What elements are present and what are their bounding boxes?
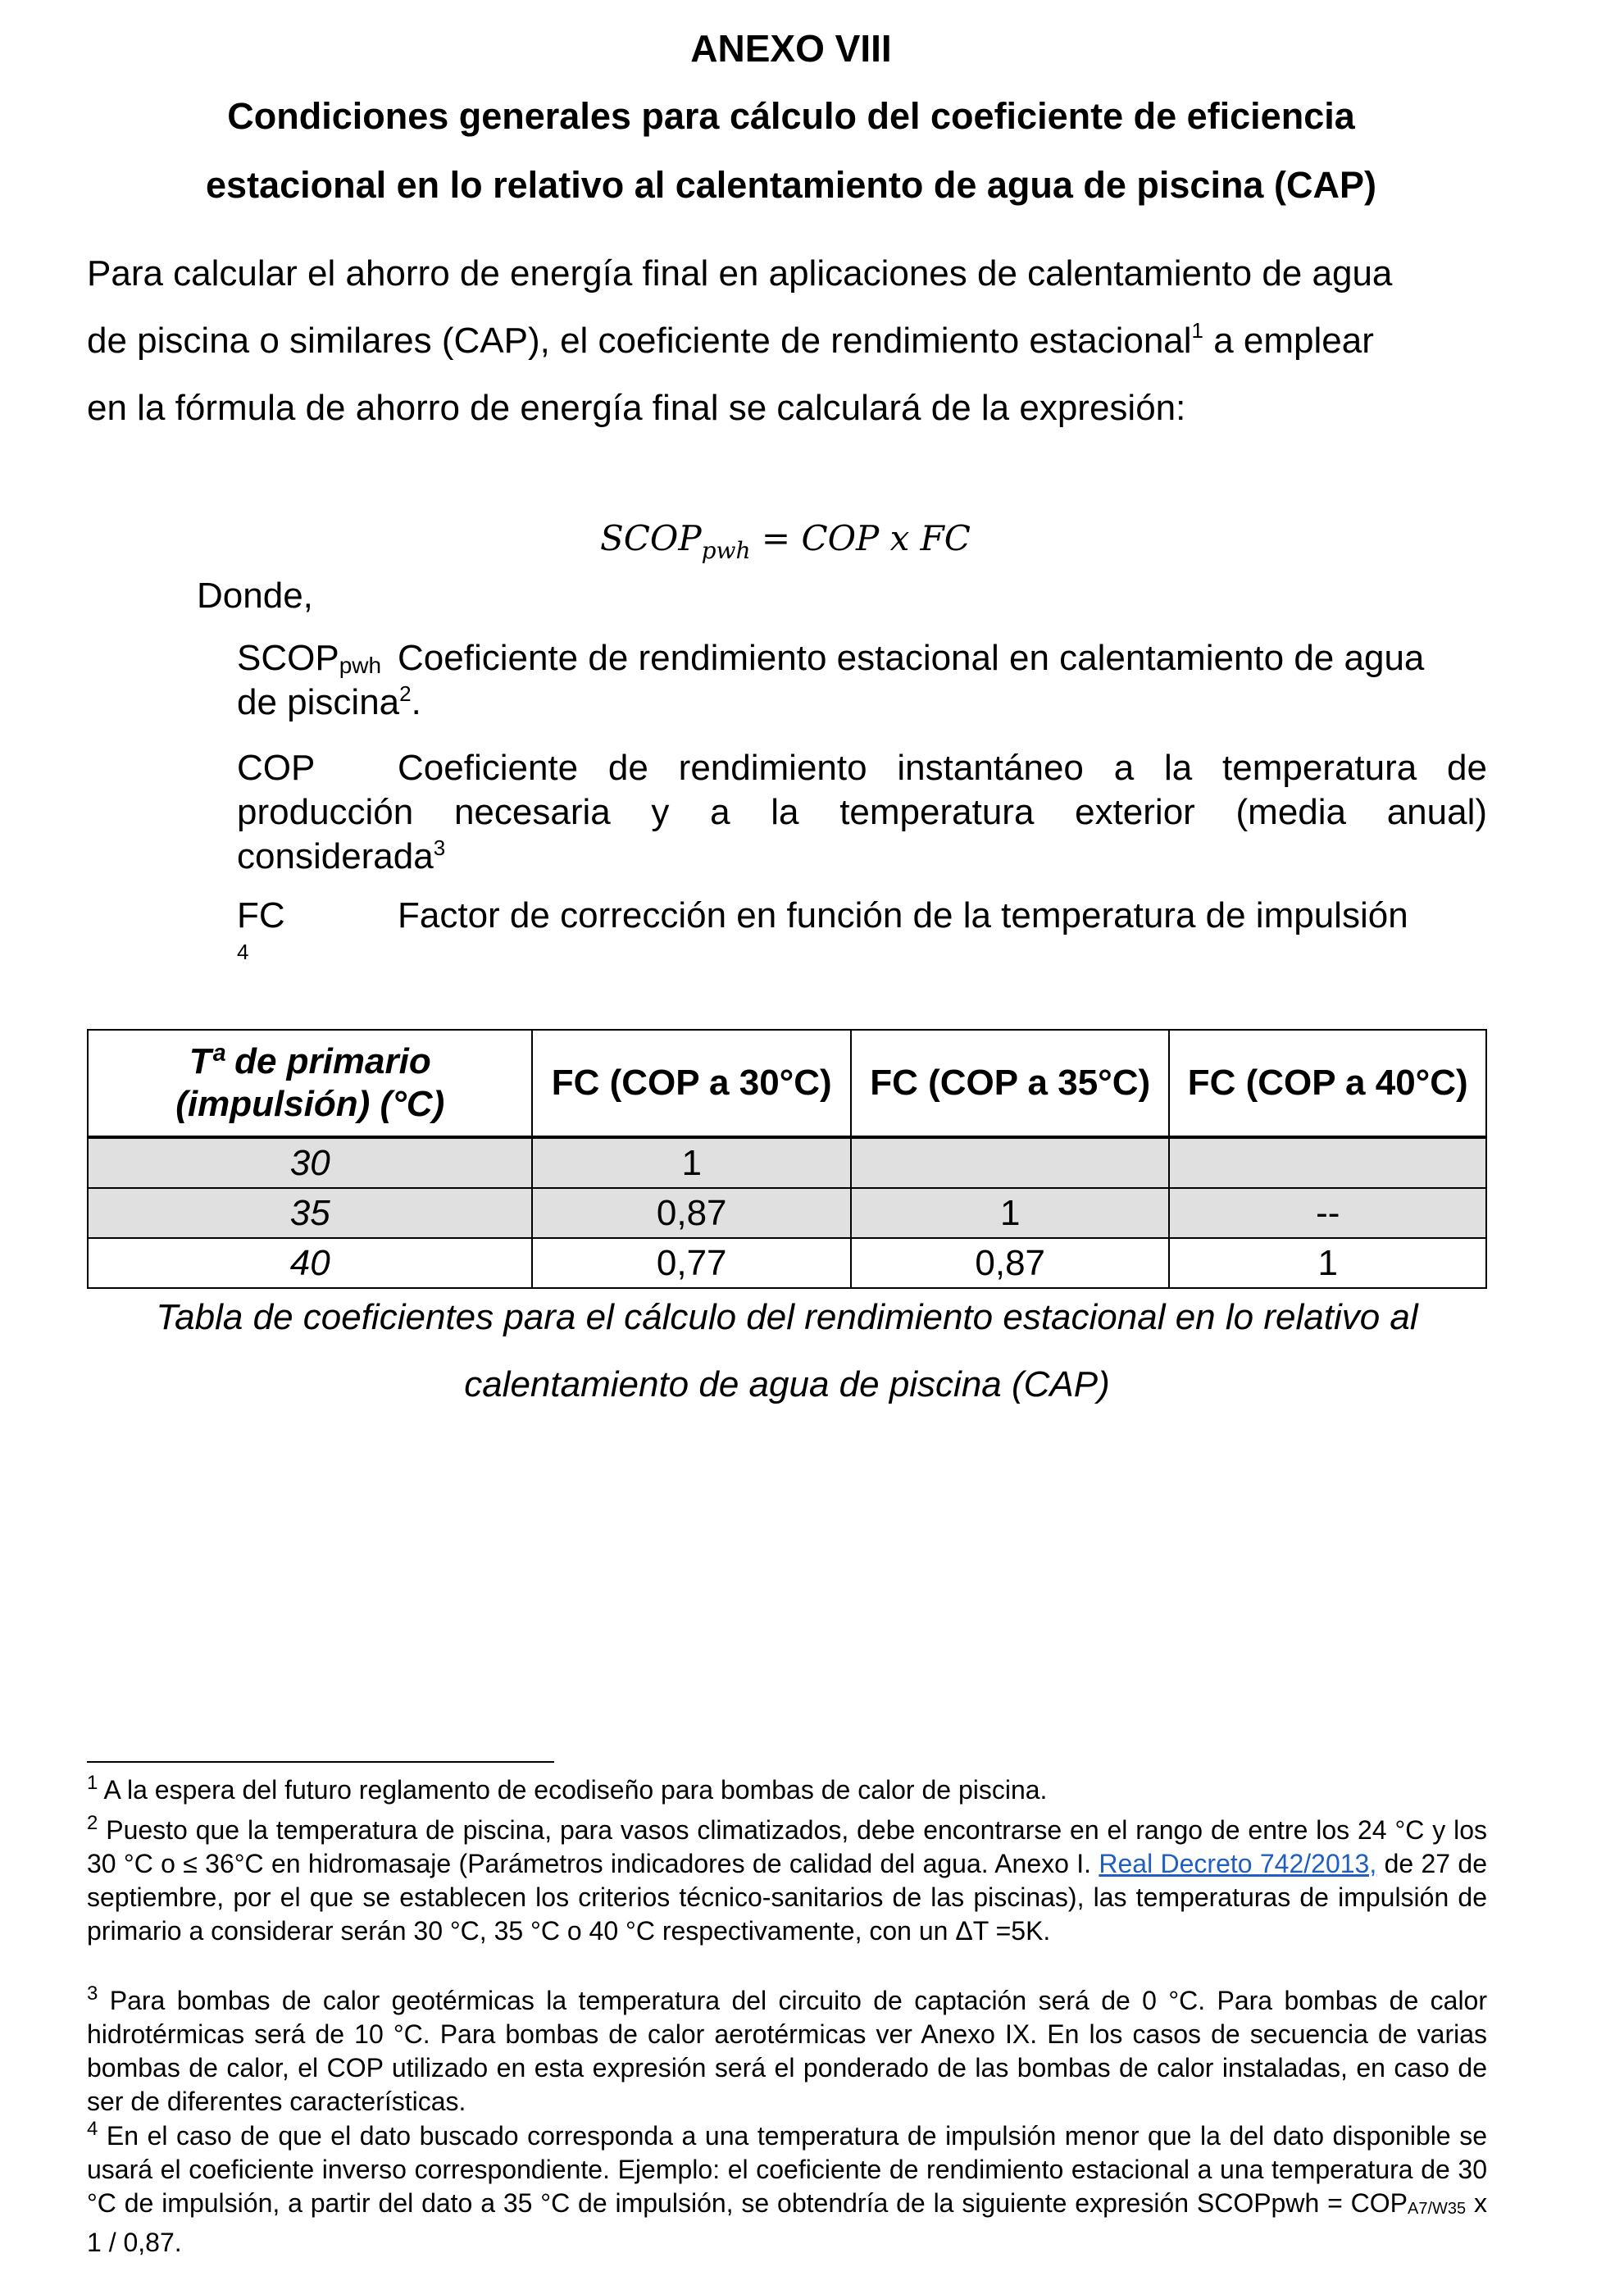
formula-rhs: = COP x FC	[750, 518, 971, 558]
table-cell: 35	[88, 1188, 532, 1238]
annex-title: ANEXO VIII	[690, 27, 892, 70]
table-caption-line2: calentamiento de agua de piscina (CAP)	[464, 1364, 1110, 1404]
definition-term-fc: FC	[237, 895, 285, 935]
fc-coefficients-table	[87, 1029, 1487, 1289]
footnote-ref-1[interactable]: 1	[1191, 318, 1204, 343]
table-cell: 40	[88, 1238, 532, 1288]
footnote-ref-2[interactable]: 2	[399, 681, 412, 706]
table-cell: --	[1169, 1188, 1486, 1238]
table-cell: 0,87	[532, 1188, 851, 1238]
table-caption	[87, 1284, 1487, 1418]
footnote-4-subscript: A7/W35	[1408, 2200, 1467, 2218]
footnote-2-text-a: Puesto que la temperatura de piscina, para vasos climatizados, debe encontrarse en el rango de entre los 24 °C y los 30 °C o ≤ 36°C en hidromasaje (Parámetros indicadores de calidad del agua. Anexo I.	[87, 1815, 1487, 1878]
footnote-2-text-b: de 27 de septiembre, por el que se establecen los criterios técnico-sanitarios de las piscinas), las temperaturas de impulsión de primario a considerar serán 30 °C, 35 °C o 40 °C respectivamente, con un ΔT =5K.	[87, 1849, 1488, 1946]
intro-line-2-end: a emplear	[1203, 321, 1374, 361]
table-cell: 0,77	[532, 1238, 851, 1288]
definition-scop	[237, 636, 1487, 725]
footnote-4-text-a: En el caso de que el dato buscado corresponda a una temperatura de impulsión menor que la del dato disponible se usará el coeficiente inverso correspondiente. Ejemplo: el coeficiente de rendimiento estacional a una temperatura de 30 °C de impulsión, a partir del dato a 35 °C de impulsión, se obtendría de la siguiente expresión SCOPpwh = COP	[87, 2121, 1487, 2218]
footnote-3-text: Para bombas de calor geotérmicas la temperatura del circuito de captación será de 0 °C. Para bombas de calor hidrotérmicas será de 10 °C. Para bombas de calor aerotérmicas ver Anexo IX. En los casos de secuencia de varias bombas de calor, el COP utilizado en esta expresión será el ponderado de las bombas de calor instaladas, en caso de ser de diferentes características.	[87, 1986, 1487, 2116]
table-header-row	[88, 1030, 1486, 1137]
table-cell: 1	[532, 1137, 851, 1188]
definition-text-cop-line3	[237, 835, 1487, 879]
definition-text-fc: Factor de corrección en función de la temperatura de impulsión	[398, 895, 1408, 935]
scop-line2-text: de piscina	[237, 682, 400, 722]
footnote-2-number: 2	[87, 1812, 98, 1834]
table-header-fc-30: FC (COP a 30°C)	[532, 1030, 851, 1137]
footnote-1-number: 1	[87, 1772, 98, 1794]
formula-lhs-sub: pwh	[701, 537, 751, 564]
footnote-1	[87, 1773, 1487, 1807]
table-cell: 1	[1169, 1238, 1486, 1288]
term-scop-sub: pwh	[339, 653, 382, 678]
footnote-4-text-b: x 1 / 0,87.	[87, 2188, 1488, 2257]
definition-cop	[237, 746, 1487, 879]
table-cell	[1169, 1137, 1486, 1188]
table-row	[88, 1238, 1486, 1288]
scop-line2-end: .	[411, 682, 421, 722]
definition-text-cop-line1: Coeficiente de rendimiento instantáneo a la temperatura de	[398, 748, 1487, 788]
annex-subtitle-line2: estacional en lo relativo al calentamiento de agua de piscina (CAP)	[206, 164, 1376, 206]
footnote-2	[87, 1814, 1487, 1948]
footnote-ref-3[interactable]: 3	[433, 835, 446, 860]
table-cell: 30	[88, 1137, 532, 1188]
term-scop-text: SCOP	[237, 638, 339, 678]
intro-line-2	[87, 307, 1497, 375]
table-cell	[851, 1137, 1170, 1188]
cop-line3-text: considerada	[237, 836, 434, 876]
footnote-4-number: 4	[87, 2118, 98, 2140]
definition-text-cop-line2: producción necesaria y a la temperatura exterior (media anual)	[237, 792, 1487, 832]
table-row	[88, 1188, 1486, 1238]
footnote-3	[87, 1984, 1487, 2119]
definition-term-cop: COP	[237, 748, 316, 788]
donde-label: Donde,	[197, 576, 313, 616]
table-cell: 1	[851, 1188, 1170, 1238]
intro-line-2-text: de piscina o similares (CAP), el coeficiente de rendimiento estacional	[87, 321, 1192, 361]
definition-term-scop	[237, 636, 381, 688]
real-decreto-link[interactable]: Real Decreto 742/2013,	[1099, 1849, 1377, 1878]
table-header-fc-35: FC (COP a 35°C)	[851, 1030, 1170, 1137]
intro-line-3: en la fórmula de ahorro de energía final se calculará de la expresión:	[87, 388, 1186, 428]
table-caption-line1: Tabla de coeficientes para el cálculo del rendimiento estacional en lo relativo al	[156, 1297, 1418, 1337]
footnote-4	[87, 2119, 1487, 2260]
definition-text-scop-line1: Coeficiente de rendimiento estacional en calentamiento de agua	[398, 638, 1425, 678]
definition-text-scop-line2	[237, 681, 1487, 725]
table-header-fc-40: FC (COP a 40°C)	[1169, 1030, 1486, 1137]
intro-paragraph	[87, 240, 1497, 442]
definition-fc	[237, 894, 1487, 984]
table-row	[88, 1137, 1486, 1188]
scop-formula	[600, 518, 971, 564]
footnote-3-number: 3	[87, 1982, 98, 2005]
footnote-1-text: A la espera del futuro reglamento de ecodiseño para bombas de calor de piscina.	[98, 1775, 1048, 1805]
annex-subtitle-line1: Condiciones generales para cálculo del coeficiente de eficiencia	[227, 95, 1355, 137]
footnote-ref-4[interactable]: 4	[237, 940, 249, 964]
table-cell: 0,87	[851, 1238, 1170, 1288]
footnote-separator	[87, 1761, 554, 1763]
table-header-temperature: Tª de primario (impulsión) (°C)	[88, 1030, 532, 1137]
formula-lhs: SCOP	[600, 518, 702, 558]
intro-line-1: Para calcular el ahorro de energía final en aplicaciones de calentamiento de agua	[87, 253, 1393, 294]
